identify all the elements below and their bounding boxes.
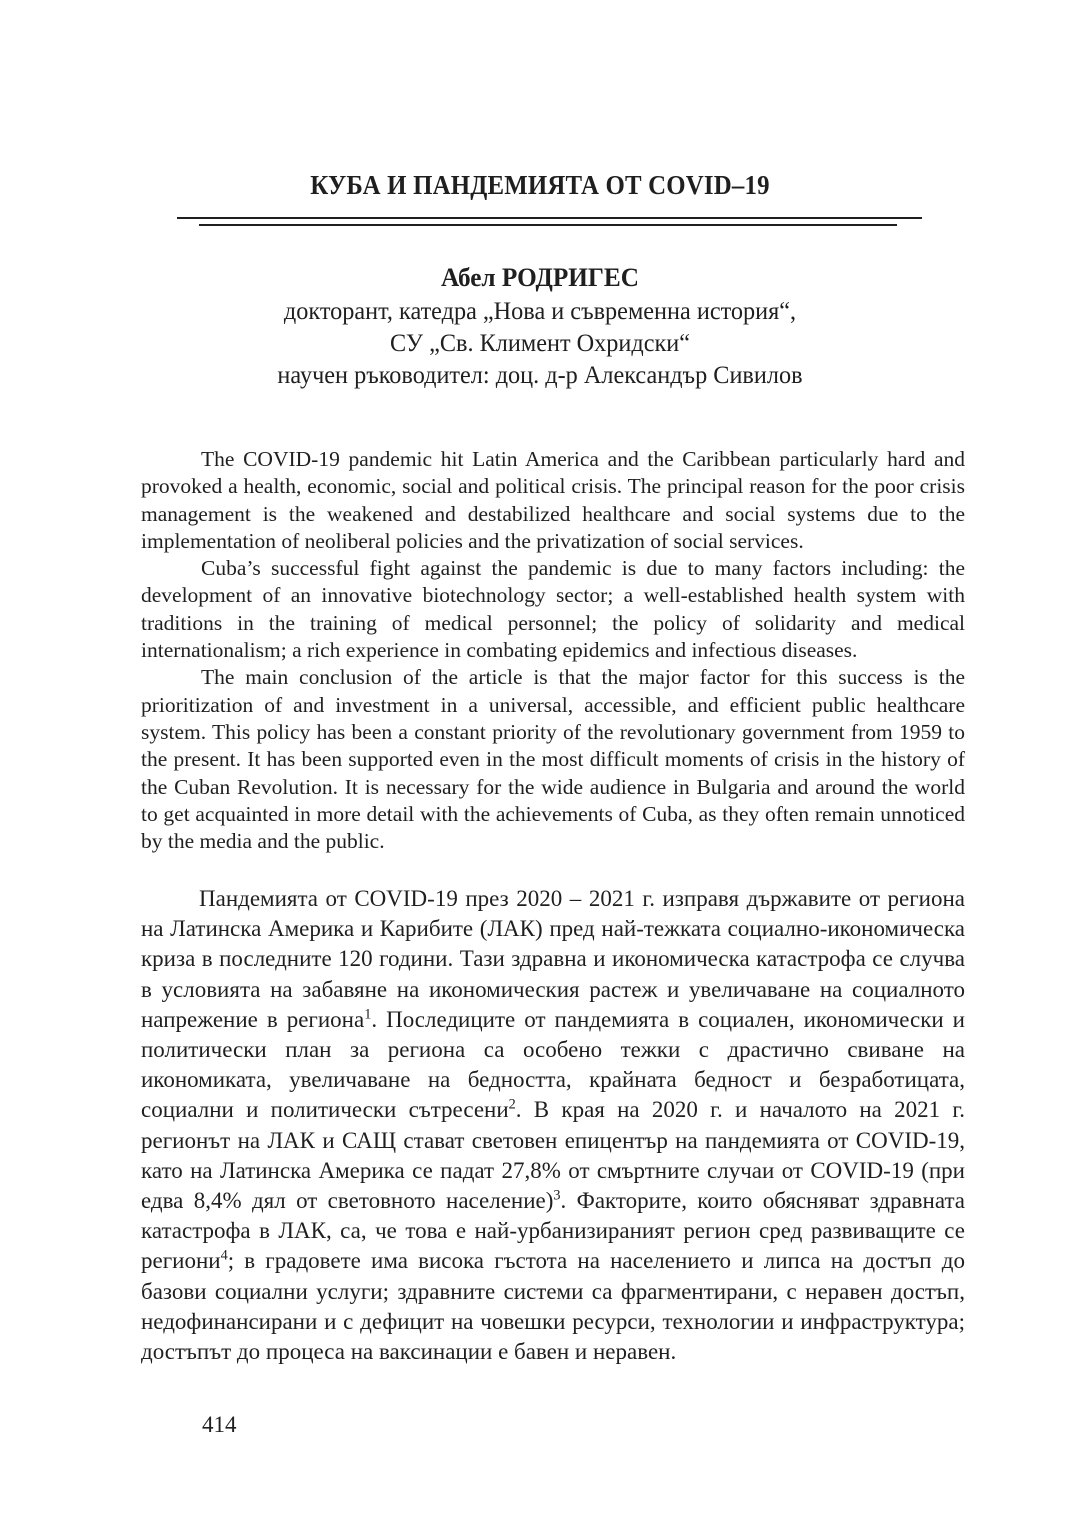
author-block: [16, 262, 1064, 392]
author-supervisor: научен ръководител: доц. д-р Александър Сивилов: [277, 362, 803, 389]
english-abstract: [141, 446, 965, 855]
abstract-paragraph-3: The main conclusion of the article is that the major factor for this success is the prioritization of and investment in a universal, accessible, and efficient public healthcare system. This policy has been a constant priority of the revolutionary government from 1959 to the present. It has been supported even in the most difficult moments of crisis in the history of the Cuban Revolution. It is necessary for the wide audience in Bulgaria and around the world to get acquainted in more detail with the achievements of Cuba, as they often remain unnoticed by the media and the public.: [141, 665, 965, 854]
bulgarian-body-text: [141, 884, 965, 1367]
abstract-paragraph-1: The COVID-19 pandemic hit Latin America and the Caribbean particularly hard and provoked a health, economic, social and political crisis. The principal reason for the poor crisis management is the weakened and destabilized healthcare and social systems due to the implementation of neoliberal policies and the privatization of social services.: [141, 447, 965, 553]
author-name: Абел РОДРИГЕС: [441, 263, 639, 292]
title-divider-top-rule: [177, 217, 922, 219]
author-affiliation-university: СУ „Св. Климент Охридски“: [390, 330, 690, 357]
abstract-paragraph-2: Cuba’s successful fight against the pandemic is due to many factors including: the development of an innovative biotechnology sector; a well-established health system with traditions in the training of medical personnel; the policy of solidarity and medical internationalism; a rich experience in combating epidemics and infectious diseases.: [141, 556, 965, 663]
body-paragraph-1: Пандемията от COVID-19 през 2020 – 2021 г. изправя държавите от региона на Латинска Америка и Карибите (ЛАК) пред най-тежката социално-икономическа криза в последните 120 години. Тази здравна и икономическа катастрофа се случва в условията на забавяне на икономическия растеж и увеличаване на социалното напрежение в региона$^1$. Последиците от пандемията в социален, икономически и политически план за региона са особено тежки с драстично свиване на икономиката, увеличаване на бедността, крайната бедност и безработицата, социални и политически сътресени$^2$. В края на 2020 г. и началото на 2021 г. регионът на ЛАК и САЩ стават световен епицентър на пандемията от COVID-19, като на Латинска Америка се падат 27,8% от смъртните случаи от COVID-19 (при едва 8,4% дял от световното население)$^3$. Факторите, които обясняват здравната катастрофа в ЛАК, са, че това е най-урбанизираният регион сред развиващите се региони$^4$; в градовете има висока гъстота на населението и липса на достъп до базови социални услуги; здравните системи са фрагментирани, с неравен достъп, недофинансирани и с дефицит на човешки ресурси, технологии и инфраструктура; достъпът до процеса на ваксинации е бавен и неравен.: [141, 886, 965, 1365]
page-number: 414: [202, 1412, 237, 1437]
author-affiliation-department: докторант, катедра „Нова и съвременна история“,: [283, 298, 797, 325]
title-divider-bottom-rule: [199, 224, 897, 226]
article-title: КУБА И ПАНДЕМИЯТА ОТ COVID–19: [310, 170, 770, 200]
